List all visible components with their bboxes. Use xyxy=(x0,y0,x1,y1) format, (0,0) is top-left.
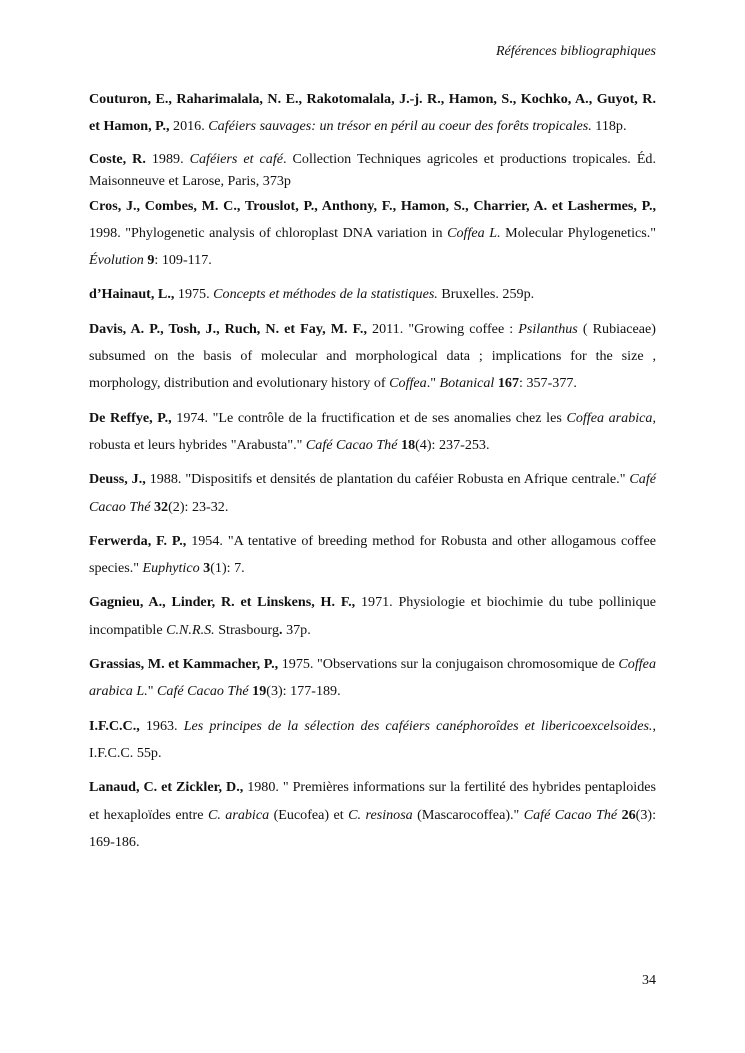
reference-italic-run: Psilanthus xyxy=(518,320,578,337)
reference-italic-run: C. resinosa xyxy=(348,806,413,823)
reference-text-run: (Mascarocoffea)." xyxy=(412,806,524,823)
reference-text-run: (4): 237-253. xyxy=(415,436,490,453)
reference-text-run: (3): 169-186. xyxy=(89,806,657,850)
reference-entry xyxy=(89,589,656,644)
reference-bold-run: 26 xyxy=(621,806,636,823)
reference-list xyxy=(89,86,656,863)
reference-bold-run: Deuss, J., xyxy=(89,471,146,488)
reference-entry xyxy=(89,713,656,768)
reference-text-run: ( Rubiaceae) subsumed on the basis of molecular and morphological data ; implications for the size , morphology, distribution and evolutionary history of xyxy=(89,320,657,392)
reference-italic-run: Café Cacao Thé xyxy=(523,806,618,823)
reference-text-run: 118p. xyxy=(591,118,627,135)
reference-italic-run: Coffea L. xyxy=(447,224,501,241)
reference-entry xyxy=(89,651,656,706)
reference-text-run: Strasbourg xyxy=(214,621,280,638)
reference-bold-run: Gagnieu, A., Linder, R. et Linskens, H. F., xyxy=(89,594,356,611)
reference-text-run: : 357-377. xyxy=(519,375,577,392)
reference-italic-run: C. arabica xyxy=(207,806,270,823)
reference-text-run: : 109-117. xyxy=(154,252,212,269)
reference-italic-run: Coffea xyxy=(389,375,427,392)
reference-bold-run: I.F.C.C., xyxy=(89,717,140,734)
reference-bold-run: 32 xyxy=(154,498,169,515)
reference-italic-run: Caféiers sauvages: un trésor en péril au coeur des forêts tropicales. xyxy=(208,118,592,135)
reference-text-run: (2): 23-32. xyxy=(168,498,229,515)
reference-italic-run: Les principes de la sélection des caféiers canéphoroîdes et libericoexcelsoides. xyxy=(183,717,653,734)
reference-text-run: . Collection Techniques agricoles et productions tropicales. Éd. Maisonneuve et Larose, Paris, 373p xyxy=(89,150,657,189)
reference-text-run: (1): 7. xyxy=(210,560,245,577)
reference-entry xyxy=(89,774,656,856)
reference-bold-run: . xyxy=(279,621,283,638)
reference-entry xyxy=(89,316,656,398)
reference-text-run: 2011. "Growing coffee : xyxy=(366,320,519,337)
reference-italic-run: Café Cacao Thé xyxy=(157,683,249,700)
reference-bold-run: Davis, A. P., Tosh, J., Ruch, N. et Fay, M. F., xyxy=(89,320,367,337)
reference-text-run: ." xyxy=(426,375,440,392)
running-header: Références bibliographiques xyxy=(495,44,656,59)
reference-text-run: , I.F.C.C. 55p. xyxy=(89,717,656,761)
reference-entry xyxy=(89,281,656,308)
reference-italic-run: Concepts et méthodes de la statistiques. xyxy=(213,286,438,303)
reference-text-run: 1971. Physiologie et biochimie du tube pollinique incompatible xyxy=(89,594,656,638)
reference-entry xyxy=(89,528,656,583)
reference-text-run: Molecular Phylogenetics." xyxy=(500,224,657,241)
reference-bold-run: Grassias, M. et Kammacher, P., xyxy=(89,656,279,673)
reference-entry xyxy=(89,148,656,192)
reference-bold-run: 167 xyxy=(497,375,520,392)
reference-bold-run: 18 xyxy=(401,436,416,453)
reference-italic-run: Euphytico xyxy=(142,560,200,577)
reference-bold-run: Coste, R. xyxy=(89,150,146,167)
reference-entry xyxy=(89,466,656,521)
reference-bold-run: Lanaud, C. et Zickler, D., xyxy=(89,779,244,796)
reference-italic-run: Botanical xyxy=(439,375,495,392)
reference-text-run: Bruxelles. 259p. xyxy=(437,286,535,303)
reference-bold-run: Cros, J., Combes, M. C., Trouslot, P., Anthony, F., Hamon, S., Charrier, A. et Lashermes, P., xyxy=(89,197,656,214)
reference-text-run: 1989. xyxy=(145,150,190,167)
reference-text-run: 1954. "A tentative of breeding method for Robusta and other allogamous coffee species." xyxy=(89,532,656,577)
reference-text-run: 37p. xyxy=(282,621,311,638)
reference-italic-run: Évolution xyxy=(89,252,144,269)
reference-text-run: 1963. xyxy=(139,717,184,734)
reference-text-run: 1988. "Dispositifs et densités de plantation du caféier Robusta en Afrique centrale." xyxy=(145,471,630,488)
reference-bold-run: Couturon, E., Raharimalala, N. E., Rakotomalala, J.-j. R., Hamon, S., Kochko, A., Guyot, R. et Hamon, P., xyxy=(89,91,656,135)
reference-italic-run: Coffea arabica L. xyxy=(89,656,656,700)
reference-text-run: 2016. xyxy=(169,118,209,135)
reference-entry xyxy=(89,193,656,275)
reference-bold-run: De Reffye, P., xyxy=(89,409,172,426)
reference-text-run: 1975. xyxy=(174,286,214,303)
reference-italic-run: Café Cacao Thé xyxy=(305,436,398,453)
reference-bold-run: Ferwerda, F. P., xyxy=(89,532,187,549)
reference-entry xyxy=(89,86,656,141)
reference-text-run: 1975. "Observations sur la conjugaison chromosomique de xyxy=(278,656,619,673)
reference-bold-run: d’Hainaut, L., xyxy=(89,286,175,303)
reference-text-run: (Eucofea) et xyxy=(269,806,349,823)
page-number: 34 xyxy=(642,973,656,988)
reference-italic-run: Coffea arabica xyxy=(566,409,653,426)
reference-italic-run: C.N.R.S. xyxy=(166,621,215,638)
reference-text-run: 1980. " Premières informations sur la fertilité des hybrides pentaploides et hexaploïdes entre xyxy=(89,779,656,823)
reference-bold-run: 9 xyxy=(147,252,155,269)
reference-text-run: 1998. "Phylogenetic analysis of chloroplast DNA variation in xyxy=(89,224,448,241)
reference-italic-run: Caféiers et café xyxy=(189,150,283,167)
reference-italic-run: Café Cacao Thé xyxy=(89,471,656,515)
reference-bold-run: 3 xyxy=(203,560,211,577)
reference-entry xyxy=(89,405,656,460)
reference-text-run: (3): 177-189. xyxy=(266,683,341,700)
reference-text-run: 1974. "Le contrôle de la fructification et de ses anomalies chez les xyxy=(171,409,567,426)
reference-bold-run: 19 xyxy=(252,683,267,700)
reference-text-run: , robusta et leurs hybrides "Arabusta"." xyxy=(89,409,657,453)
reference-text-run: " xyxy=(147,683,158,700)
